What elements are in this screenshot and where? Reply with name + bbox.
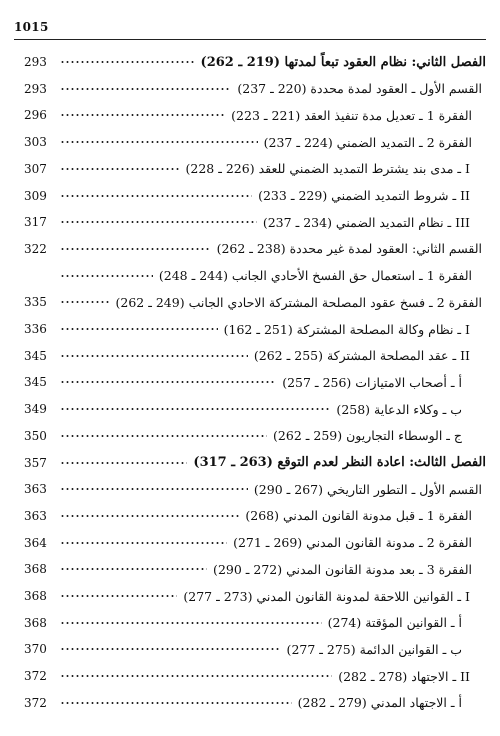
toc-entry: [24, 239, 486, 259]
toc-page-number: 335: [24, 295, 47, 310]
toc-page-number: 296: [24, 108, 47, 123]
toc-page-number: 336: [24, 322, 47, 336]
toc-page-number: 363: [24, 508, 47, 523]
toc-page-number: 349: [24, 402, 47, 417]
toc-entry-title: الفقرة 1 ـ استعمال حق الفسخ الأحادي الجانب (244 ـ 248): [158, 268, 472, 284]
dot-leader: [60, 675, 332, 677]
toc-entry-title: I ـ القوانين اللاحقة لمدونة القانون المدني (273 ـ 277): [183, 588, 470, 604]
toc-entry: [24, 613, 486, 633]
dot-leader: [60, 542, 227, 544]
toc-entry-title: III ـ نظام التمديد الضمني (234 ـ 237): [262, 214, 470, 230]
toc-entry: [24, 105, 486, 125]
toc-entry-title: أ ـ الاجتهاد المدني (279 ـ 282): [297, 695, 462, 711]
toc-entry-title: I ـ نظام وكالة المصلحة المشتركة (251 ـ 162): [223, 321, 470, 337]
dot-leader: [60, 702, 292, 704]
toc-entry: [24, 319, 486, 339]
toc-page-number: 368: [24, 562, 47, 577]
toc-entry-title: أ ـ أصحاب الامتيازات (256 ـ 257): [282, 374, 462, 390]
toc-page-number: 368: [24, 589, 47, 603]
page-number: 1015: [14, 20, 49, 34]
toc-page-number: 293: [24, 81, 47, 96]
toc-entry: [24, 479, 486, 499]
toc-entry-title: الفقرة 1 ـ تعديل مدة تنفيذ العقد (221 ـ 223): [231, 107, 472, 123]
toc-page-number: 322: [24, 241, 47, 256]
toc-page-number: 370: [24, 642, 47, 657]
dot-leader: [60, 435, 267, 437]
toc-page-number: 372: [24, 669, 47, 684]
toc-entry: [24, 159, 486, 179]
toc-entry: [24, 212, 486, 232]
toc-page-number: 317: [24, 215, 47, 230]
toc-entry: [24, 426, 486, 446]
toc-entry: [24, 506, 486, 526]
toc-entry-title: الفقرة 3 ـ بعد مدونة القانون المدني (272 ـ 290): [213, 561, 472, 577]
toc-entry: [24, 372, 486, 392]
toc-page-number: 345: [24, 375, 47, 390]
toc-entry-title: القسم الأول ـ العقود لمدة محددة (220 ـ 237): [237, 81, 482, 97]
toc-entry: [24, 559, 486, 579]
toc-page-number: 350: [24, 428, 47, 443]
toc-entry-title: الفقرة 2 ـ التمديد الضمني (224 ـ 237): [263, 134, 472, 150]
toc-page-number: 372: [24, 695, 47, 710]
dot-leader: [60, 595, 177, 597]
toc-entry-title: I ـ مدى بند يشترط التمديد الضمني للعقد (226 ـ 228): [185, 161, 470, 177]
header-rule: [14, 39, 486, 40]
toc-page-number: 309: [24, 188, 47, 203]
toc-entry: [24, 666, 486, 686]
dot-leader: [60, 61, 195, 63]
toc-entry: [24, 52, 486, 72]
toc-entry-title: الفصل الثاني: نظام العقود تبعاً لمدتها (219 ـ 262): [200, 54, 486, 70]
dot-leader: [60, 462, 187, 464]
dot-leader: [60, 648, 281, 650]
toc-entry-title: الفقرة 2 ـ فسخ عقود المصلحة المشتركة الاحادي الجانب (249 ـ 262): [115, 294, 482, 310]
toc-entry-title: الفقرة 1 ـ قبل مدونة القانون المدني (268): [245, 508, 472, 524]
toc-entry: [24, 586, 486, 606]
toc-page-number: 357: [24, 455, 47, 470]
dot-leader: [60, 328, 218, 330]
toc-entry-title: II ـ الاجتهاد (278 ـ 282): [338, 668, 470, 684]
dot-leader: [60, 568, 207, 570]
dot-leader: [60, 195, 252, 197]
toc-page-number: 307: [24, 161, 47, 176]
dot-leader: [60, 301, 110, 303]
toc-page-number: 368: [24, 615, 47, 630]
toc-entry: [24, 693, 486, 713]
toc-page-number: 363: [24, 482, 47, 497]
toc-entry: [24, 292, 486, 312]
dot-leader: [60, 275, 153, 277]
dot-leader: [60, 355, 248, 357]
dot-leader: [60, 168, 180, 170]
dot-leader: [60, 141, 258, 143]
toc-entry-title: القسم الأول ـ التطور التاريخي (267 ـ 290): [253, 481, 482, 497]
toc-page-number: 303: [24, 135, 47, 150]
toc-entry: [24, 266, 486, 286]
toc-entry-title: القسم الثاني: العقود لمدة غير محددة (238 ـ 262): [216, 241, 482, 257]
toc-entry: [24, 132, 486, 152]
toc-entry-title: ب ـ وكلاء الدعاية (258): [336, 401, 462, 417]
toc-page-number: 345: [24, 348, 47, 363]
toc-entry-title: الفصل الثالث: اعادة النظر لعدم التوقع (263 ـ 317): [193, 455, 486, 470]
dot-leader: [60, 221, 257, 223]
toc-entry-title: ج ـ الوسطاء التجاريون (259 ـ 262): [273, 428, 462, 444]
toc-page-number: 364: [24, 535, 47, 550]
dot-leader: [60, 515, 239, 517]
toc-entry-title: II ـ شروط التمديد الضمني (229 ـ 233): [258, 188, 470, 203]
toc-entry: [24, 79, 486, 99]
toc-entry: [24, 399, 486, 419]
toc-entry-title: أ ـ القوانين المؤقتة (274): [327, 615, 462, 631]
dot-leader: [60, 114, 225, 116]
dot-leader: [60, 408, 330, 410]
toc-page-number: 293: [24, 55, 47, 69]
dot-leader: [60, 622, 322, 624]
toc-entry: [24, 453, 486, 473]
dot-leader: [60, 248, 211, 250]
toc-entry-title: الفقرة 2 ـ مدونة القانون المدني (269 ـ 271): [233, 535, 472, 551]
toc-entry: [24, 346, 486, 366]
toc-entry: [24, 186, 486, 206]
toc-entry: [24, 639, 486, 659]
dot-leader: [60, 488, 248, 490]
toc-entry-title: II ـ عقد المصلحة المشتركة (255 ـ 262): [253, 348, 470, 364]
toc-entry-title: ب ـ القوانين الدائمة (275 ـ 277): [286, 641, 462, 657]
dot-leader: [60, 88, 231, 90]
dot-leader: [60, 381, 276, 383]
toc-entry: [24, 533, 486, 553]
